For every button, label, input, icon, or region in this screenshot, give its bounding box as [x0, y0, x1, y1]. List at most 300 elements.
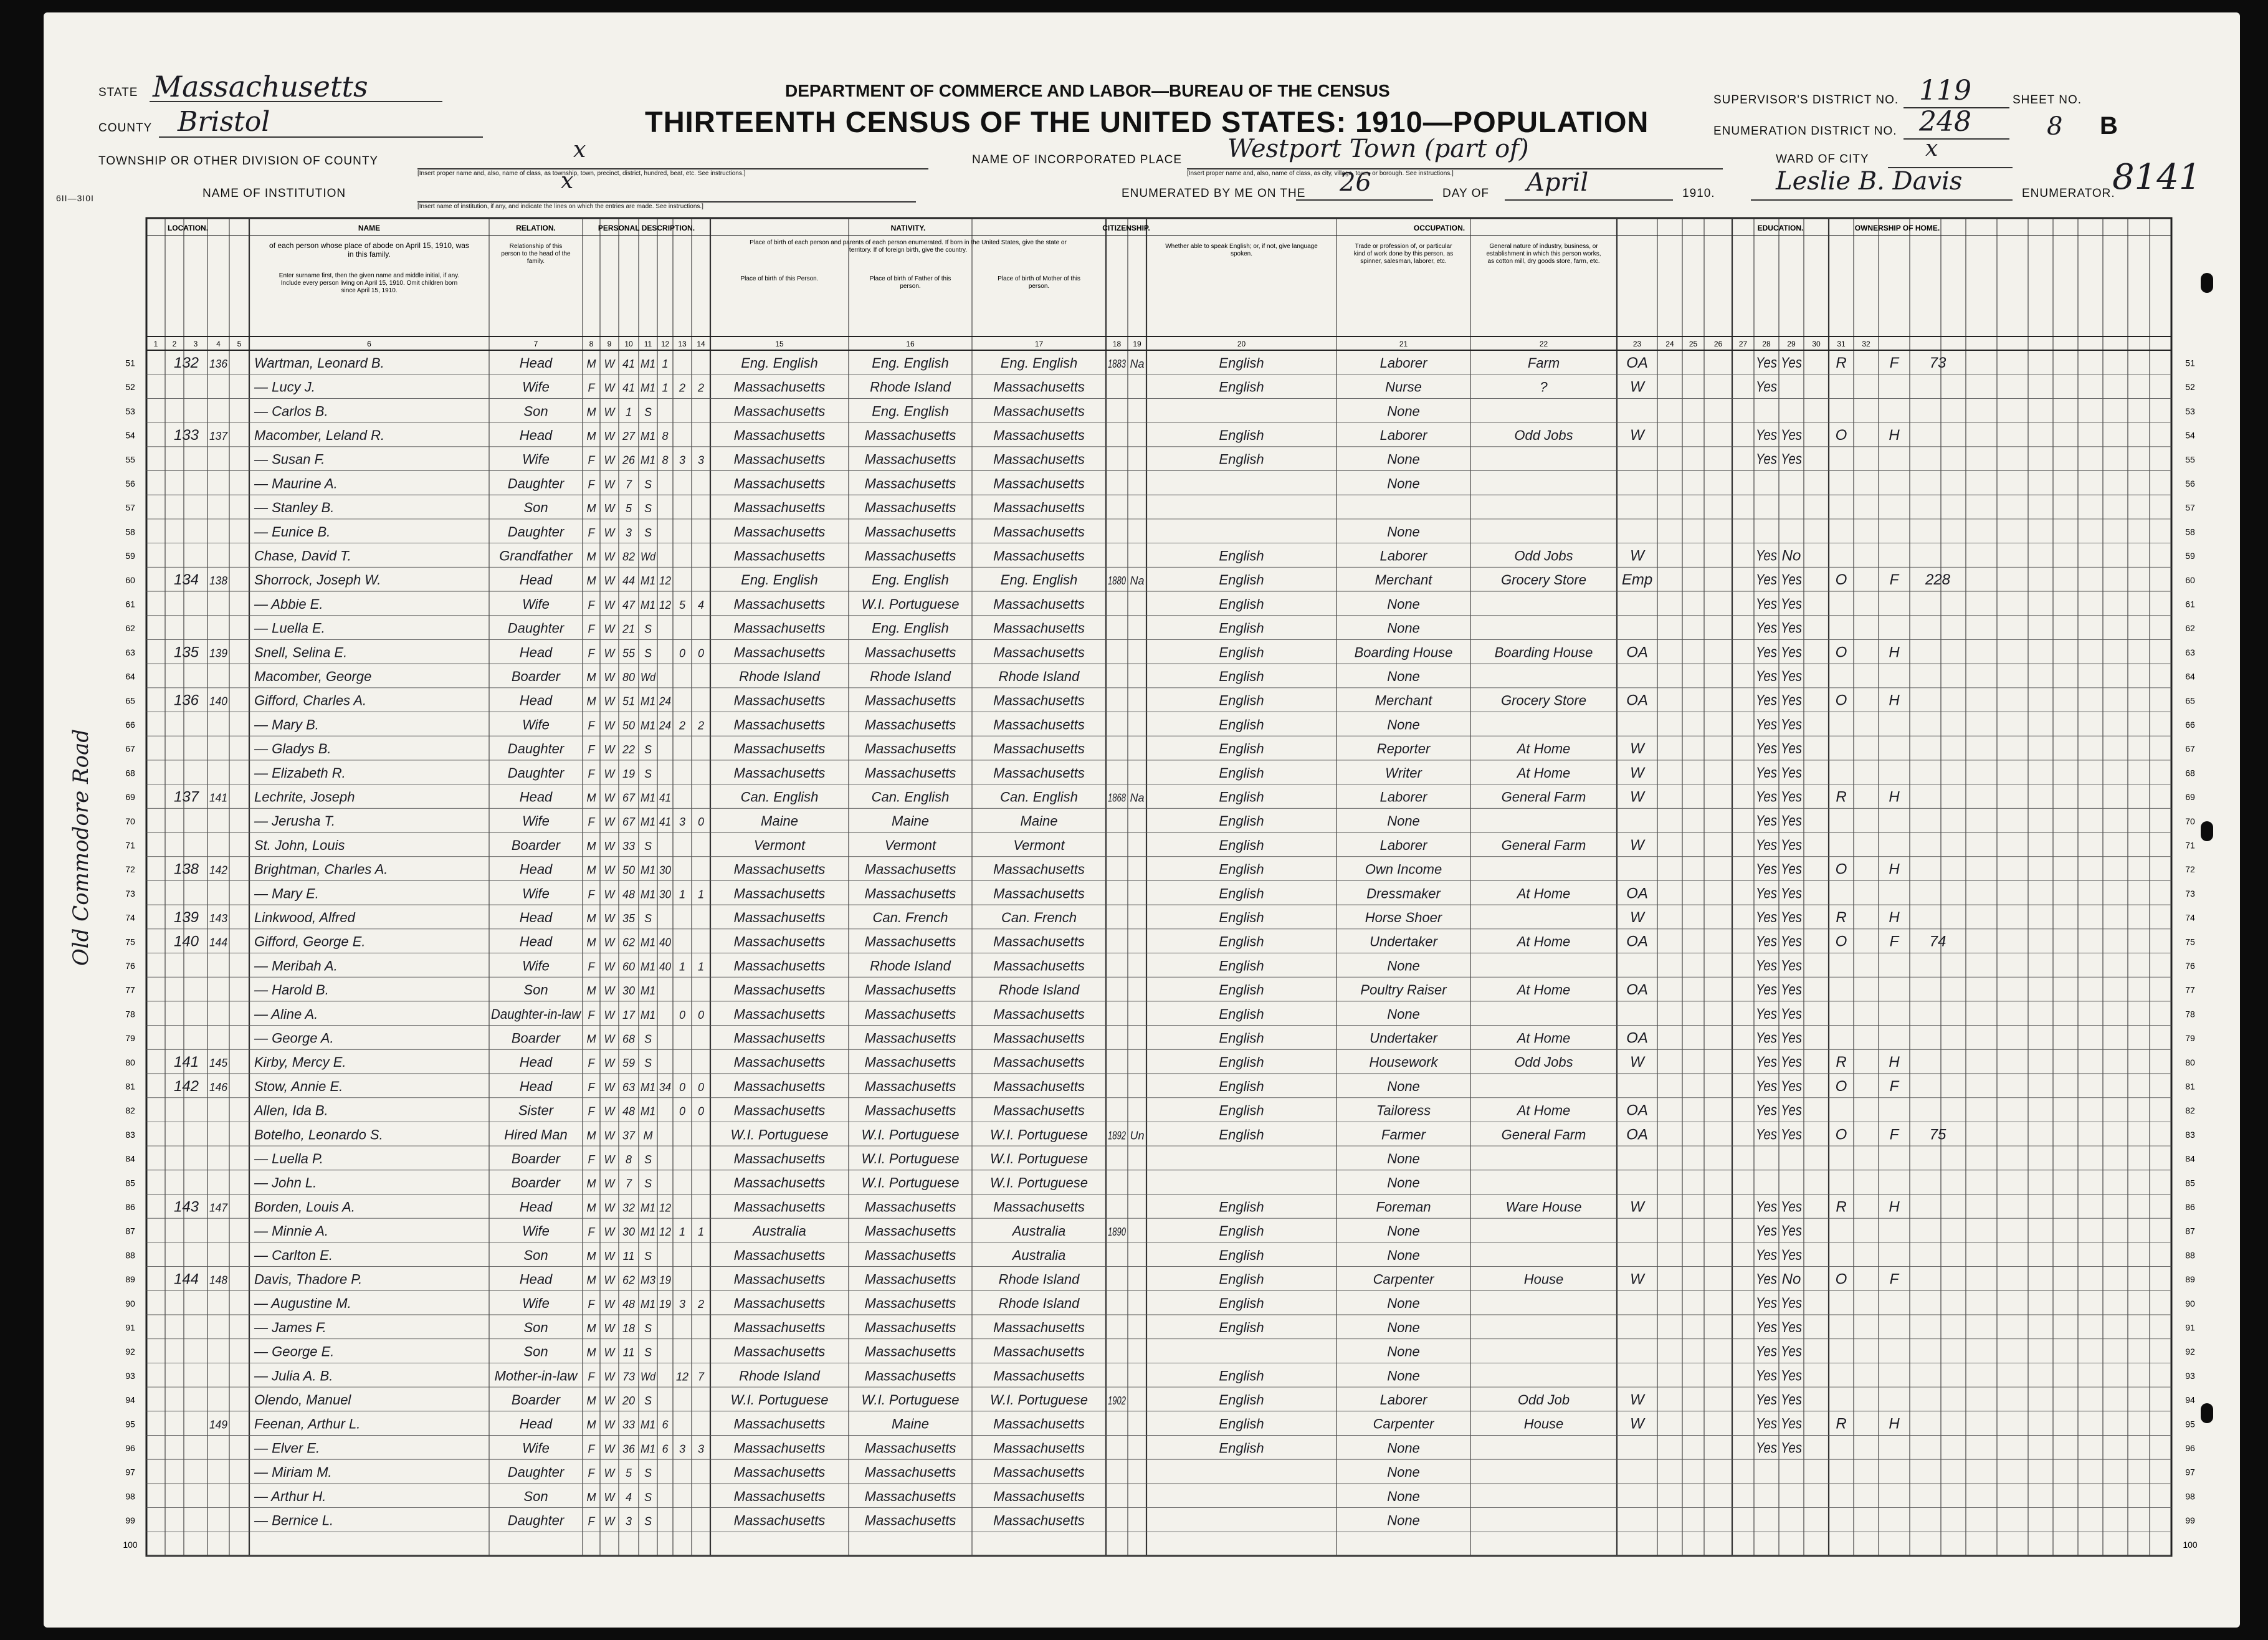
cell-ed-read: Yes — [1756, 716, 1777, 733]
cell-marital: S — [644, 1177, 652, 1190]
name-column-note: Include every person living on April 15, 1910. Omit children born — [280, 280, 458, 287]
cell-sex: F — [588, 1057, 595, 1070]
cell-father: Massachusetts — [864, 644, 956, 660]
cell-father: Massachusetts — [864, 475, 956, 492]
cell-mother: Massachusetts — [993, 1343, 1085, 1360]
line-number: 66 — [125, 720, 135, 730]
cell-birth: Eng. English — [741, 355, 818, 371]
cell-lang: English — [1219, 548, 1264, 564]
cell-years-married: 30 — [659, 864, 671, 877]
cell-sex: F — [588, 622, 595, 636]
cell-own: O — [1835, 426, 1847, 444]
cell-father: Massachusetts — [864, 1199, 956, 1215]
cell-mother: Can. French — [1001, 909, 1077, 925]
column-group-heading: LOCATION. — [167, 224, 209, 232]
birth-self-heading: Place of birth of this Person. — [740, 275, 819, 282]
line-number: 85 — [2185, 1178, 2195, 1188]
cell-ed-read: Yes — [1756, 1029, 1777, 1047]
cell-birth: Massachusetts — [733, 1440, 826, 1456]
cell-ed-read: Yes — [1756, 957, 1777, 975]
cell-own: O — [1835, 571, 1847, 589]
cell-marital: S — [644, 839, 652, 852]
cell-birth: Massachusetts — [733, 717, 826, 733]
cell-dwelling: 134 — [173, 571, 199, 589]
cell-father: Massachusetts — [864, 861, 956, 877]
cell-mother: Massachusetts — [993, 403, 1085, 419]
cell-sched: 228 — [1925, 571, 1951, 589]
line-number: 96 — [2185, 1443, 2195, 1454]
language-heading: Whether able to speak English; or, if not, give language — [1165, 243, 1318, 250]
cell-birth: Vermont — [753, 837, 806, 853]
cell-birth: Rhode Island — [739, 668, 820, 684]
cell-name: — Minnie A. — [254, 1223, 329, 1239]
cell-years-married: 30 — [659, 888, 671, 901]
cell-name: Allen, Ida B. — [254, 1102, 328, 1118]
cell-immig: 1883 — [1108, 357, 1126, 370]
line-number: 92 — [2185, 1347, 2195, 1357]
cell-mother: Massachusetts — [993, 1319, 1085, 1335]
cell-birth: Massachusetts — [733, 451, 826, 467]
cell-mother: Massachusetts — [993, 1368, 1085, 1384]
cell-own: O — [1835, 692, 1847, 709]
cell-name: — Elizabeth R. — [254, 765, 346, 781]
form-code: 6II—3I0I — [56, 193, 94, 203]
cell-relation: Head — [519, 789, 553, 805]
cell-father: Massachusetts — [864, 548, 956, 564]
cell-emp: OA — [1626, 1029, 1648, 1047]
cell-name: — Augustine M. — [254, 1295, 351, 1312]
cell-name: Snell, Selina E. — [254, 644, 348, 660]
department-heading: DEPARTMENT OF COMMERCE AND LABOR—BUREAU OF THE CENSUS — [785, 81, 1390, 100]
cell-mother: W.I. Portuguese — [990, 1127, 1088, 1143]
cell-father: Massachusetts — [864, 500, 956, 516]
cell-birth: Massachusetts — [733, 475, 826, 492]
cell-trade: None — [1387, 1247, 1420, 1263]
cell-emp: W — [1630, 1271, 1644, 1288]
column-number: 5 — [237, 340, 242, 348]
cell-trade: Tailoress — [1376, 1102, 1431, 1118]
punch-hole — [2201, 273, 2213, 293]
line-number: 82 — [125, 1105, 135, 1116]
cell-ed-write: Yes — [1781, 1343, 1802, 1360]
cell-relation: Head — [519, 1054, 553, 1070]
cell-father: Massachusetts — [864, 1295, 956, 1312]
cell-sex: M — [586, 1346, 596, 1359]
cell-mother: Massachusetts — [993, 861, 1085, 877]
cell-emp: OA — [1626, 885, 1648, 902]
cell-race: W — [604, 598, 615, 611]
cell-birth: Can. English — [740, 789, 819, 805]
cell-father: Can. French — [872, 909, 948, 925]
cell-age: 47 — [622, 598, 636, 611]
cell-mother: Eng. English — [1000, 572, 1078, 588]
cell-mother: Massachusetts — [993, 548, 1085, 564]
column-number: 7 — [533, 340, 538, 348]
cell-emp: W — [1630, 740, 1644, 758]
cell-born: 0 — [679, 1080, 686, 1094]
cell-relation: Son — [523, 1247, 548, 1263]
cell-race: W — [604, 1153, 615, 1166]
cell-family: 137 — [209, 429, 228, 442]
cell-dwelling: 135 — [173, 644, 199, 661]
line-number: 74 — [125, 912, 135, 923]
margin-note: Old Commodore Road — [69, 728, 94, 966]
cell-age: 68 — [622, 1032, 636, 1046]
enumerator-name: Leslie B. Davis — [1776, 167, 1963, 196]
county-value: Bristol — [178, 106, 270, 138]
cell-trade: Laborer — [1379, 789, 1427, 805]
cell-trade: None — [1387, 596, 1420, 612]
cell-trade: Laborer — [1379, 1391, 1427, 1408]
cell-lang: English — [1219, 668, 1264, 684]
cell-race: W — [604, 1226, 615, 1239]
cell-race: W — [604, 1105, 615, 1118]
cell-living: 2 — [697, 719, 705, 732]
cell-birth: Massachusetts — [733, 644, 826, 660]
cell-ed-write: Yes — [1781, 619, 1802, 637]
cell-name: — John L. — [254, 1175, 317, 1191]
cell-lang: English — [1219, 717, 1264, 733]
cell-age: 11 — [622, 1249, 635, 1262]
cell-emp: OA — [1626, 644, 1648, 661]
cell-birth: Massachusetts — [733, 500, 826, 516]
cell-emp: W — [1630, 836, 1644, 854]
cell-age: 30 — [622, 984, 636, 998]
cell-birth: Massachusetts — [733, 1150, 826, 1166]
cell-trade: Poultry Raiser — [1360, 982, 1447, 998]
cell-race: W — [604, 912, 615, 925]
cell-own: O — [1835, 933, 1847, 950]
line-number: 90 — [2185, 1298, 2195, 1309]
cell-marital: M1 — [641, 960, 655, 973]
cell-birth: Massachusetts — [733, 958, 826, 974]
cell-race: W — [604, 1298, 615, 1311]
line-number: 66 — [2185, 720, 2195, 730]
cell-race: W — [604, 1322, 615, 1335]
cell-trade: Carpenter — [1373, 1271, 1434, 1287]
cell-name: — George E. — [254, 1343, 335, 1360]
cell-father: Massachusetts — [864, 427, 956, 443]
line-number: 90 — [125, 1298, 135, 1309]
cell-age: 50 — [622, 864, 636, 877]
cell-ed-read: Yes — [1756, 571, 1777, 589]
line-number: 89 — [2185, 1274, 2195, 1285]
line-number: 67 — [125, 743, 135, 754]
supervisor-value: 119 — [1919, 75, 1971, 107]
cell-birth: Massachusetts — [733, 1006, 826, 1022]
census-table — [123, 218, 2203, 1576]
cell-marital: S — [644, 526, 652, 539]
cell-name: — Eunice B. — [254, 523, 331, 540]
cell-sex: M — [586, 1418, 596, 1431]
cell-age: 7 — [625, 1177, 632, 1190]
cell-farm: F — [1889, 1126, 1899, 1143]
cell-mother: Massachusetts — [993, 1512, 1085, 1528]
cell-mother: Massachusetts — [993, 1078, 1085, 1094]
line-number: 77 — [2185, 984, 2195, 995]
cell-birth: Massachusetts — [733, 741, 826, 757]
line-number: 54 — [2185, 430, 2195, 441]
cell-name: — Miriam M. — [254, 1464, 332, 1480]
cell-ed-read: Yes — [1756, 1223, 1777, 1240]
cell-mother: Massachusetts — [993, 620, 1085, 636]
cell-name: Lechrite, Joseph — [254, 789, 355, 805]
cell-race: W — [604, 864, 615, 877]
line-number: 94 — [2185, 1394, 2195, 1405]
cell-mother: Massachusetts — [993, 596, 1085, 612]
line-number: 97 — [2185, 1467, 2195, 1477]
cell-ed-write: Yes — [1781, 1391, 1802, 1408]
cell-age: 48 — [622, 1105, 636, 1118]
cell-ed-write: No — [1781, 1271, 1801, 1288]
institution-instruction: [Insert name of institution, if any, and indicate the lines on which the entries are made. See instructions.] — [417, 203, 703, 210]
cell-marital: M1 — [641, 695, 655, 708]
cell-sex: M — [586, 670, 596, 684]
cell-own: R — [1836, 908, 1847, 926]
cell-ed-read: Yes — [1756, 836, 1777, 854]
line-number: 61 — [2185, 599, 2195, 609]
cell-father: Massachusetts — [864, 717, 956, 733]
cell-race: W — [604, 695, 615, 708]
line-number: 54 — [125, 430, 135, 441]
cell-marital: S — [644, 1032, 652, 1046]
cell-father: Massachusetts — [864, 1102, 956, 1118]
cell-race: W — [604, 1057, 615, 1070]
cell-years-married: 40 — [659, 936, 671, 949]
cell-lang: English — [1219, 1295, 1264, 1312]
cell-industry: At Home — [1517, 1030, 1571, 1046]
cell-father: Maine — [892, 1416, 929, 1432]
cell-sex: F — [588, 1226, 595, 1239]
cell-industry: At Home — [1517, 765, 1571, 781]
year-label: 1910. — [1682, 187, 1715, 200]
cell-ed-read: Yes — [1756, 644, 1777, 661]
supervisor-label: SUPERVISOR'S DISTRICT NO. — [1713, 93, 1899, 107]
line-number: 97 — [125, 1467, 135, 1477]
cell-ed-write: Yes — [1781, 1318, 1802, 1336]
cell-emp: OA — [1626, 1102, 1648, 1119]
cell-relation: Boarder — [511, 1175, 561, 1191]
cell-name: — Luella E. — [254, 620, 325, 636]
cell-father: Massachusetts — [864, 523, 956, 540]
cell-living: 0 — [697, 1080, 705, 1094]
cell-sex: F — [588, 719, 595, 732]
cell-years-married: 6 — [662, 1418, 669, 1431]
name-column-heading: in this family. — [348, 250, 391, 259]
cell-trade: Merchant — [1375, 572, 1432, 588]
cell-age: 44 — [622, 574, 636, 588]
cell-race: W — [604, 888, 615, 901]
cell-age: 59 — [622, 1057, 636, 1070]
cell-relation: Wife — [522, 1223, 550, 1239]
cell-mother: Massachusetts — [993, 1440, 1085, 1456]
line-number: 71 — [125, 840, 135, 851]
line-number: 89 — [125, 1274, 135, 1285]
cell-cit: Na — [1130, 791, 1145, 804]
cell-mother: Massachusetts — [993, 885, 1085, 902]
line-number: 95 — [2185, 1419, 2195, 1429]
cell-trade: None — [1387, 1078, 1420, 1094]
birth-father-heading: person. — [900, 283, 921, 290]
cell-lang: English — [1219, 765, 1264, 781]
cell-own: R — [1836, 1415, 1847, 1433]
cell-born: 12 — [675, 1370, 689, 1383]
cell-mother: Massachusetts — [993, 379, 1085, 395]
cell-race: W — [604, 622, 615, 636]
line-number: 68 — [125, 768, 135, 778]
line-number: 93 — [2185, 1370, 2195, 1381]
cell-ed-read: Yes — [1756, 740, 1777, 758]
cell-birth: Massachusetts — [733, 523, 826, 540]
cell-emp: W — [1630, 547, 1644, 565]
cell-living: 1 — [697, 888, 705, 901]
cell-industry: At Home — [1517, 933, 1571, 950]
cell-mother: Massachusetts — [993, 765, 1085, 781]
cell-own: O — [1835, 861, 1847, 878]
line-number: 85 — [125, 1178, 135, 1188]
line-number: 96 — [125, 1443, 135, 1454]
cell-trade: None — [1387, 1150, 1420, 1166]
cell-lang: English — [1219, 1440, 1264, 1456]
cell-emp: W — [1630, 788, 1644, 806]
cell-race: W — [604, 381, 615, 394]
cell-born: 5 — [679, 598, 686, 611]
cell-living: 4 — [697, 598, 705, 611]
column-number: 25 — [1689, 340, 1698, 348]
cell-age: 27 — [622, 429, 636, 442]
cell-marital: M1 — [641, 357, 655, 370]
cell-years-married: 1 — [662, 381, 669, 394]
cell-mother: Rhode Island — [998, 982, 1080, 998]
enum-district-label: ENUMERATION DISTRICT NO. — [1713, 125, 1897, 138]
cell-age: 63 — [622, 1080, 636, 1094]
cell-farm: F — [1889, 933, 1899, 950]
line-number: 79 — [2185, 1033, 2195, 1044]
cell-trade: None — [1387, 958, 1420, 974]
cell-sex: M — [586, 936, 596, 949]
cell-relation: Son — [523, 1319, 548, 1335]
line-number: 63 — [125, 647, 135, 657]
line-number: 74 — [2185, 912, 2195, 923]
cell-relation: Head — [519, 1199, 553, 1215]
cell-father: W.I. Portuguese — [861, 1391, 960, 1408]
cell-ed-write: Yes — [1781, 1246, 1802, 1264]
cell-age: 17 — [622, 1008, 636, 1021]
cell-sex: M — [586, 357, 596, 370]
cell-sex: M — [586, 1490, 596, 1504]
line-number: 76 — [125, 961, 135, 971]
cell-age: 33 — [622, 839, 636, 852]
column-number: 8 — [589, 340, 594, 348]
cell-living: 1 — [697, 960, 705, 973]
line-number: 62 — [2185, 623, 2195, 634]
cell-marital: M1 — [641, 574, 655, 588]
line-number: 100 — [123, 1539, 138, 1550]
cell-ed-write: Yes — [1781, 595, 1802, 613]
cell-ed-read: Yes — [1756, 1439, 1777, 1457]
sheet-side: B — [2100, 112, 2118, 140]
cell-trade: None — [1387, 620, 1420, 636]
cell-relation: Head — [519, 427, 553, 443]
cell-race: W — [604, 767, 615, 780]
cell-cit: Un — [1130, 1129, 1145, 1142]
cell-farm: H — [1889, 1415, 1900, 1433]
cell-mother: Massachusetts — [993, 1006, 1085, 1022]
cell-living: 1 — [697, 1226, 705, 1239]
cell-industry: House — [1523, 1416, 1564, 1432]
cell-living: 2 — [697, 381, 705, 394]
cell-relation: Head — [519, 861, 553, 877]
cell-lang: English — [1219, 789, 1264, 805]
cell-relation: Son — [523, 982, 548, 998]
cell-age: 62 — [622, 1274, 636, 1287]
cell-marital: Wd — [641, 1370, 656, 1383]
line-number: 78 — [125, 1009, 135, 1019]
cell-emp: W — [1630, 1054, 1644, 1071]
cell-father: Massachusetts — [864, 1006, 956, 1022]
cell-relation: Head — [519, 644, 553, 660]
cell-dwelling: 144 — [173, 1271, 199, 1288]
township-label: TOWNSHIP OR OTHER DIVISION OF COUNTY — [98, 155, 379, 168]
cell-name: — James F. — [254, 1319, 326, 1335]
institution-value: x — [561, 168, 574, 194]
birth-father-heading: Place of birth of Father of this — [869, 275, 951, 282]
cell-ed-write: Yes — [1781, 764, 1802, 781]
line-number: 64 — [2185, 671, 2195, 682]
cell-relation: Wife — [522, 379, 550, 395]
cell-trade: Dressmaker — [1366, 885, 1441, 902]
cell-lang: English — [1219, 692, 1264, 708]
cell-ed-read: Yes — [1756, 788, 1777, 806]
cell-name: — Susan F. — [254, 451, 325, 467]
cell-family: 145 — [209, 1057, 228, 1070]
cell-sex: M — [586, 1129, 596, 1142]
cell-race: W — [604, 1008, 615, 1021]
cell-marital: M1 — [641, 936, 655, 949]
cell-ed-read: Yes — [1756, 1391, 1777, 1408]
cell-lang: English — [1219, 909, 1264, 925]
column-number: 28 — [1762, 340, 1771, 348]
relation-column-heading: person to the head of the — [501, 250, 571, 257]
cell-mother: Massachusetts — [993, 717, 1085, 733]
cell-lang: English — [1219, 379, 1264, 395]
line-number: 88 — [125, 1250, 135, 1261]
birth-mother-heading: Place of birth of Mother of this — [998, 275, 1080, 282]
cell-birth: Massachusetts — [733, 1054, 826, 1070]
cell-trade: None — [1387, 1464, 1420, 1480]
cell-marital: S — [644, 1467, 652, 1480]
cell-father: Massachusetts — [864, 1078, 956, 1094]
cell-birth: Australia — [753, 1223, 806, 1239]
cell-age: 60 — [622, 960, 636, 973]
cell-immig: 1890 — [1108, 1226, 1126, 1239]
cell-living: 0 — [697, 1008, 705, 1021]
cell-sched: 74 — [1929, 933, 1946, 950]
cell-name: St. John, Louis — [254, 837, 345, 853]
cell-father: Eng. English — [872, 572, 949, 588]
cell-trade: Laborer — [1379, 548, 1427, 564]
column-group-heading: EDUCATION. — [1757, 224, 1804, 232]
cell-farm: F — [1889, 571, 1899, 589]
cell-name: — Elver E. — [254, 1440, 320, 1456]
cell-own: R — [1836, 1054, 1847, 1071]
cell-ed-write: Yes — [1781, 740, 1802, 758]
cell-marital: M1 — [641, 1008, 655, 1021]
cell-age: 33 — [622, 1418, 636, 1431]
cell-lang: English — [1219, 1006, 1264, 1022]
cell-marital: M1 — [641, 1105, 655, 1118]
line-number: 86 — [2185, 1202, 2195, 1213]
